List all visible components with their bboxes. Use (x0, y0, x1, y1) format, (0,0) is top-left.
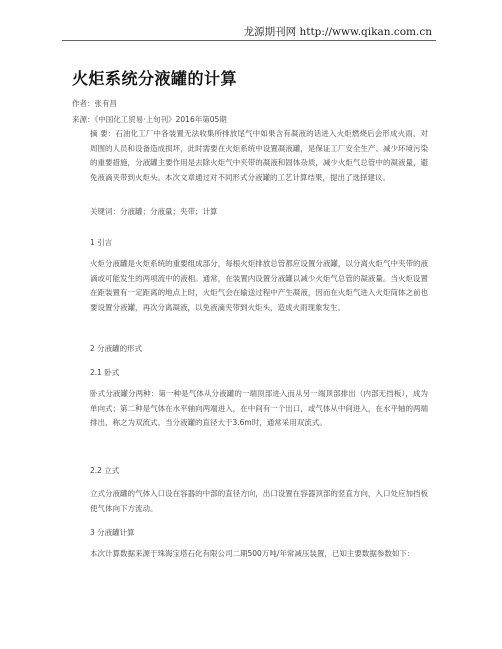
keywords-line: 关键词：分液罐；分液量；夹带；计算 (90, 207, 218, 216)
section-2-1-paragraph: 卧式分液罐分两种：第一种是气体从分液罐的一端顶部进入而从另一端顶部排出（内部无挡板），成为单向式；第二种是气体在水平轴向两端进入，在中间有一个出口，或气体从中间进入，在水平轴的两端排出，称之为双流式。当分液罐的直径大于3.6m时，通常采用双流式。 (90, 389, 428, 427)
article-title: 火炬系统分液罐的计算 (72, 69, 238, 88)
section-2-heading: 2 分液罐的形式 (90, 344, 143, 353)
header-divider (62, 40, 436, 41)
section-2-2-heading: 2.2 立式 (90, 466, 120, 475)
abstract-paragraph: 摘 要：石油化工厂中各装置无法收集所排放尾气中如果含有凝液的话进入火炬燃烧后会形成火雨，对周围的人员和设备造成损坏，此时需要在火炬系统中设置凝液罐，是保证工厂安全生产、减少环境污染的重要措施，分液罐主要作用是去除火炬气中夹带的凝液和固体杂质，减少火炬气总管中的凝液量，避免液滴夹带到火炬头。本次文章通过对不同形式分液罐的工艺计算结果，提出了选择建议。 (90, 129, 428, 182)
source-line: 来源：《中国化工贸易·上旬刊》2016年第05期 (72, 115, 227, 124)
author-line: 作者：张有昌 (72, 99, 117, 108)
section-1-heading: 1 引言 (90, 238, 113, 247)
section-3-heading: 3 分液罐计算 (90, 528, 135, 537)
section-2-1-heading: 2.1 卧式 (90, 368, 120, 377)
section-1-paragraph: 火炬分液罐是火炬系统的重要组成部分，每根火炬排放总管都应设置分液罐，以分离火炬气中夹带的液滴或可能发生的两项流中的液相。通常，在装置内设置分液罐以减少火炬气总管的凝液量。当火炬设置在距装置有一定距离的地点上时，火炬气会在输送过程中产生凝液，因而在火炬气进入火炬筒体之前也要设置分液罐，再次分离凝液，以免液滴夹带到火炬头，造成火雨现象发生。 (90, 259, 428, 312)
section-3-paragraph: 本次计算数据来源于珠海宝塔石化有限公司二期500万吨/年常减压装置，已知主要数据参数如下： (90, 549, 415, 558)
section-2-2-paragraph: 立式分液罐的气体入口设在容器的中部的直径方向，出口设置在容器顶部的竖直方向，入口处应加挡板使气体向下方流动。 (90, 489, 428, 513)
site-header[interactable]: 龙源期刊网 http://www.qikan.com.cn (243, 26, 432, 38)
